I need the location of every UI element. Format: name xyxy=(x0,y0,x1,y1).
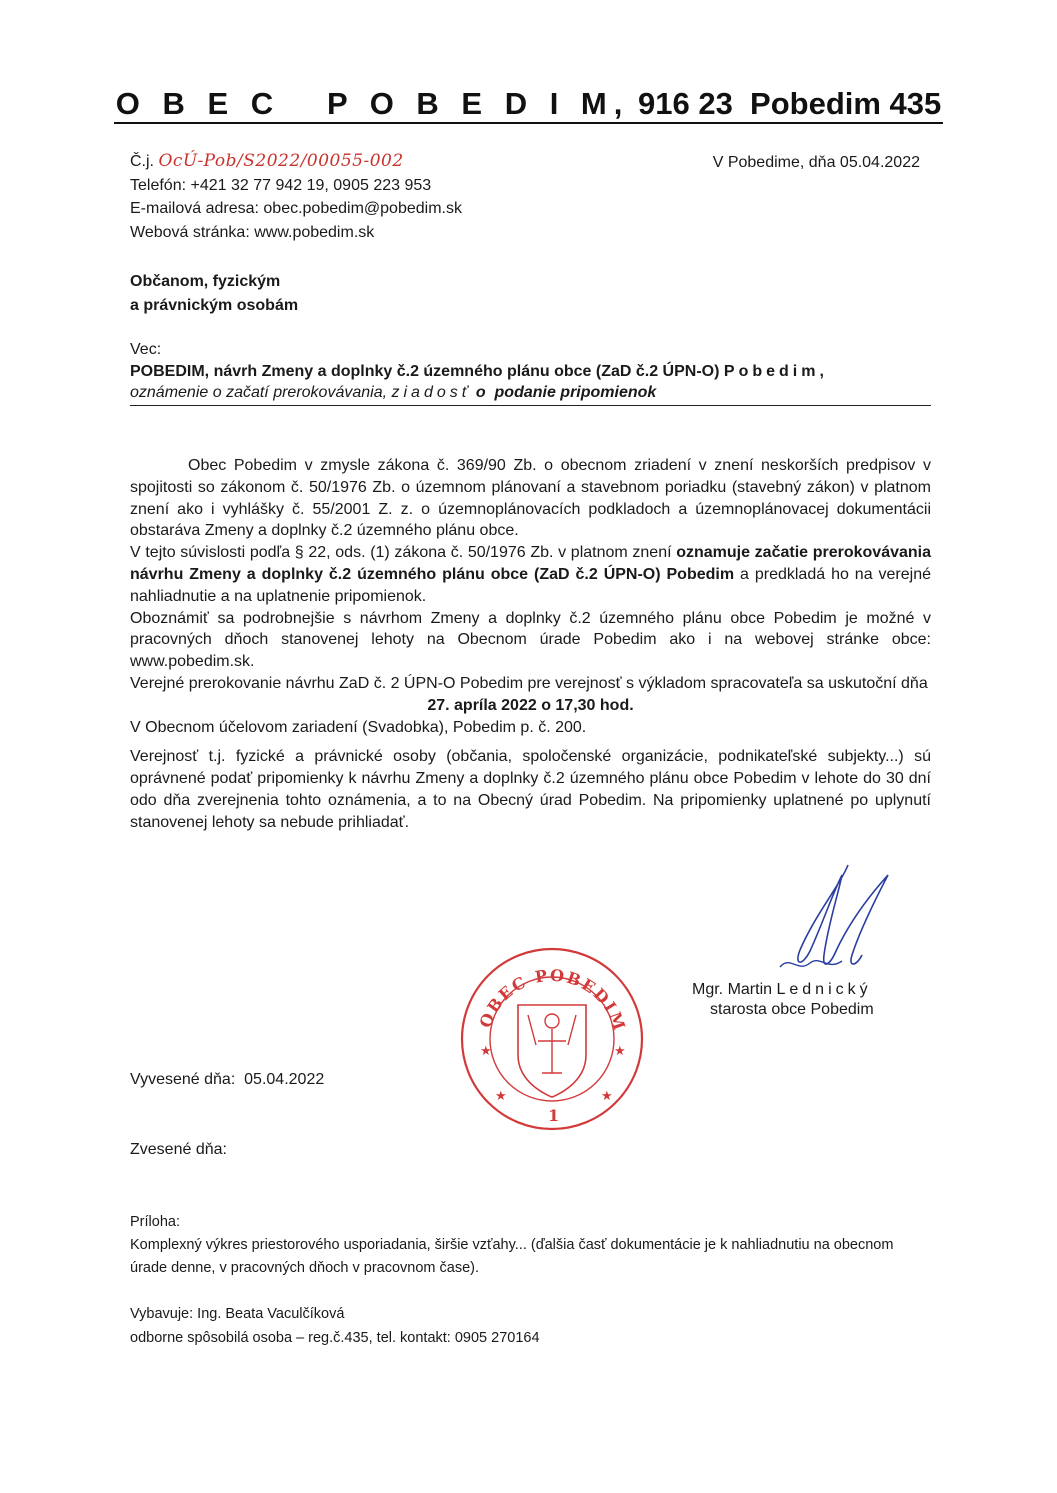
processor-line-2: odborne spôsobilá osoba – reg.č.435, tel. kontakt: 0905 270164 xyxy=(130,1330,540,1346)
posted-label: Vyvesené dňa: xyxy=(130,1071,236,1088)
posted-date: 05.04.2022 xyxy=(244,1071,325,1088)
website-line: Webová stránka: www.pobedim.sk xyxy=(130,223,375,241)
svg-text:★: ★ xyxy=(614,1044,626,1059)
addressee xyxy=(130,270,298,318)
email-line: E-mailová adresa: obec.pobedim@pobedim.sk xyxy=(130,200,462,217)
reference-label: Č.j. xyxy=(130,153,154,170)
svg-text:★: ★ xyxy=(480,1044,492,1059)
svg-text:★: ★ xyxy=(601,1089,613,1104)
subject-title-spaced: Pobedim, xyxy=(723,362,828,380)
subject-title xyxy=(130,361,931,383)
subject-line-2-italic: oznámenie o začatí prerokovávania, xyxy=(130,384,392,401)
annex-block xyxy=(130,1211,920,1280)
municipal-stamp xyxy=(458,945,646,1133)
letterhead-municipality: O B E C P O B E D I M, xyxy=(115,86,630,121)
body-paragraph-2-start: V tejto súvislosti podľa § 22, ods. (1) zákona č. 50/1976 Zb. v platnom znení xyxy=(130,544,677,562)
meeting-date: 27. apríla 2022 o 17,30 hod. xyxy=(427,696,634,714)
sender-info xyxy=(130,150,462,244)
reference-handwritten: OcÚ-Pob/S2022/00055-002 xyxy=(158,151,404,171)
body-paragraph-5: Verejnosť t.j. fyzické a právnické osoby (občania, spoločenské organizácie, podnikateľské subjekty...) sú oprávnené podať pripomienky k návrhu Zmeny a doplnky č.2 územného plánu obce Pobedim v lehote do 30 dní odo dňa zverejnenia tohto oznámenia, a to na Obecný úrad Pobedim. Na pripomienky uplatnené po uplynutí stanovenej lehoty sa nebude prihliadať. xyxy=(130,748,931,831)
posted-date-line xyxy=(130,1071,324,1089)
subject-label: Vec: xyxy=(130,341,162,358)
body-paragraph-2-end: a predkladá ho na verejné nahliadnutie a na uplatnenie pripomienok. xyxy=(130,565,932,605)
addressee-line-2: a právnickým osobám xyxy=(130,297,299,314)
letter-body xyxy=(130,455,931,834)
subject-line-2-spaced: ziadosť xyxy=(391,384,472,401)
handwritten-signature xyxy=(770,855,910,985)
subject-line-2 xyxy=(130,382,931,404)
letterhead-address: 916 23 Pobedim 435 xyxy=(629,86,942,121)
removed-date-line: Zvesené dňa: xyxy=(130,1141,227,1158)
subject-block xyxy=(130,339,931,406)
reference-number xyxy=(130,150,462,174)
svg-text:1: 1 xyxy=(548,1106,560,1125)
signatory-surname: Lednický xyxy=(776,981,872,998)
signatory-name-prefix: Mgr. Martin xyxy=(692,981,777,998)
phone-line: Telefón: +421 32 77 942 19, 0905 223 953 xyxy=(130,176,432,194)
signatory-role: starosta obce Pobedim xyxy=(710,1001,874,1018)
meeting-venue: V Obecnom účelovom zariadení (Svadobka), Pobedim p. č. 200. xyxy=(130,718,587,736)
addressee-line-1: Občanom, fyzickým xyxy=(130,273,281,290)
body-paragraph-4: Verejné prerokovanie návrhu ZaD č. 2 ÚPN-O Pobedim pre verejnosť s výkladom spracovateľa sa uskutoční dňa xyxy=(130,674,928,692)
annex-label: Príloha: xyxy=(130,1214,180,1230)
processor-line-1: Vybavuje: Ing. Beata Vaculčíková xyxy=(130,1306,345,1322)
subject-line-2-bold: o podanie pripomienok xyxy=(471,384,657,401)
subject-title-text: POBEDIM, návrh Zmeny a doplnky č.2 územného plánu obce (ZaD č.2 ÚPN-O) xyxy=(130,362,724,380)
body-paragraph-3: Oboznámiť sa podrobnejšie s návrhom Zmeny a doplnky č.2 územného plánu obce Pobedim je možné v pracovných dňoch stanovenej lehoty na Obecnom úrade Pobedim ako i na webovej stránke obce: www.pobedim.sk. xyxy=(130,609,931,671)
svg-text:OBEC POBEDIM: OBEC POBEDIM xyxy=(475,965,630,1035)
body-paragraph-1: Obec Pobedim v zmysle zákona č. 369/90 Zb. o obecnom zriadení v znení neskorších predpisov v spojitosti so zákonom č. 50/1976 Zb. o územnom plánovaní a stavebnom poriadku (stavebný zákon) v platnom znení ako i vyhlášky č. 55/2001 Z. z. o územnoplánovacích podkladoch a územnoplánovacej dokumentácii obstaráva Zmeny a doplnky č.2 územného plánu obce. xyxy=(130,457,931,540)
processor-block xyxy=(130,1302,540,1350)
letterhead-title xyxy=(0,86,1057,124)
svg-text:★: ★ xyxy=(495,1089,507,1104)
document-date: V Pobedime, dňa 05.04.2022 xyxy=(712,154,920,171)
body-paragraph-2-bold: oznamuje začatie prerokovávania návrhu Zmeny a doplnky č.2 územného plánu obce (ZaD č.2 ÚPN-O) Pobedim xyxy=(130,544,932,583)
annex-text: Komplexný výkres priestorového usporiadania, širšie vzťahy... (ďalšia časť dokumentácie je k nahliadnutiu na obecnom úrade denne, v pracovných dňoch v pracovnom čase). xyxy=(130,1237,894,1276)
body-paragraph-2 xyxy=(130,542,931,607)
signatory-name xyxy=(692,978,872,1002)
